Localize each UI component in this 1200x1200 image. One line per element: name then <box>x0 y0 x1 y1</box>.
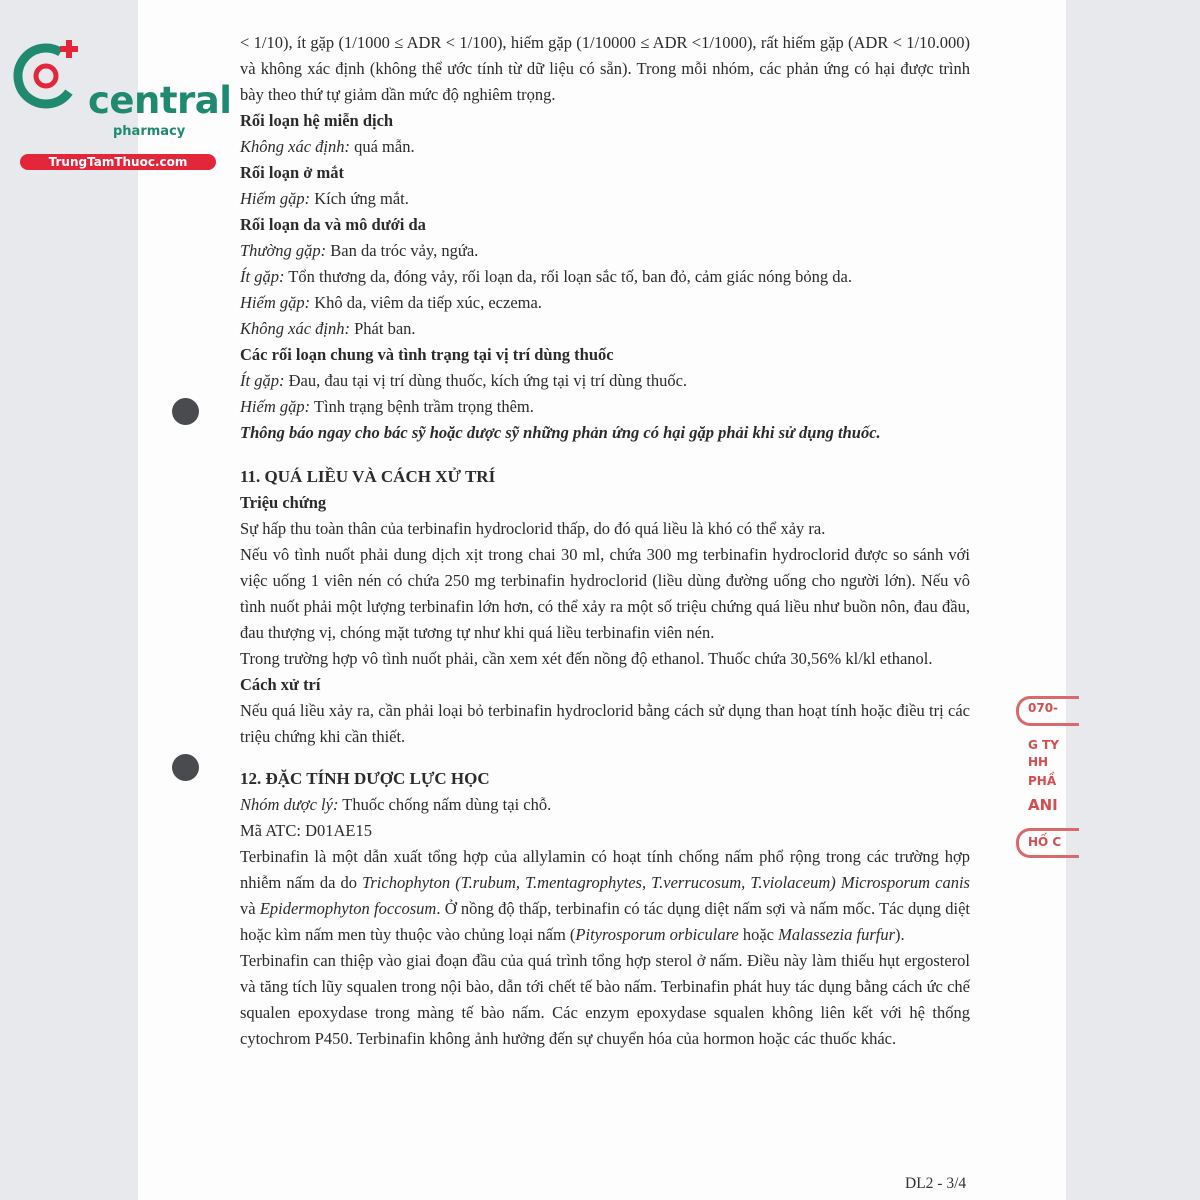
section-11-heading: 11. QUÁ LIỀU VÀ CÁCH XỬ TRÍ <box>240 467 496 486</box>
skin-item: Không xác định: Phát ban. <box>240 319 416 338</box>
page-number: DL2 - 3/4 <box>905 1175 967 1192</box>
general-item: Hiếm gặp: Tình trạng bệnh trầm trọng thêm. <box>240 397 534 416</box>
eye-heading: Rối loạn ở mắt <box>240 163 345 182</box>
overdose-paragraph: Sự hấp thu toàn thân của terbinafin hydroclorid thấp, do đó quá liều là khó có thể xảy ra. <box>240 519 826 538</box>
pharmacodynamics-paragraph: Terbinafin là một dẫn xuất tổng hợp của allylamin có hoạt tính chống nấm phổ rộng trong các trường hợp nhiễm nấm da do Trichophyton (T.rubum, T.mentagrophytes, T.verrucosum, T.violaceum) Microsporum canis và Epidermophyton foccosum. Ở nồng độ thấp, terbinafin có tác dụng diệt nấm sợi và nấm mốc. Tác dụng diệt hoặc kìm nấm men tùy thuộc vào chủng loại nấm (Pityrosporum orbiculare hoặc Malassezia furfur). <box>240 847 970 944</box>
central-pharmacy-logo[interactable] <box>8 36 232 169</box>
punch-hole-top <box>172 398 199 425</box>
overdose-paragraph: Trong trường hợp vô tình nuốt phải, cần xem xét đến nồng độ ethanol. Thuốc chứa 30,56% kl/kl ethanol. <box>240 649 933 668</box>
adr-notice: Thông báo ngay cho bác sỹ hoặc dược sỹ những phản ứng có hại gặp phải khi sử dụng thuốc. <box>240 423 881 442</box>
skin-heading: Rối loạn da và mô dưới da <box>240 215 426 234</box>
general-item: Ít gặp: Đau, đau tại vị trí dùng thuốc, kích ứng tại vị trí dùng thuốc. <box>240 371 688 390</box>
symptoms-subheading: Triệu chứng <box>240 493 327 512</box>
management-paragraph: Nếu quá liều xảy ra, cần phải loại bỏ terbinafin hydroclorid bằng cách sử dụng than hoạt tính hoặc điều trị các triệu chứng khi cần thiết. <box>240 701 970 746</box>
immune-item: Không xác định: quá mẫn. <box>240 137 415 156</box>
brand-name: central <box>88 79 232 122</box>
intro-paragraph: < 1/10), ít gặp (1/1000 ≤ ADR < 1/100), hiếm gặp (1/10000 ≤ ADR <1/1000), rất hiếm gặp (ADR < 1/10.000) và không xác định (không thể ước tính từ dữ liệu có sẵn). Trong mỗi nhóm, các phản ứng có hại được trình bày theo thứ tự giảm dần mức độ nghiêm trọng. <box>240 33 970 104</box>
immune-heading: Rối loạn hệ miễn dịch <box>240 111 394 130</box>
atc-code: Mã ATC: D01AE15 <box>240 821 372 840</box>
general-heading: Các rối loạn chung và tình trạng tại vị trí dùng thuốc <box>240 345 614 364</box>
overdose-paragraph: Nếu vô tình nuốt phải dung dịch xịt trong chai 30 ml, chứa 300 mg terbinafin hydroclorid được so sánh với việc uống 1 viên nén có chứa 250 mg terbinafin hydroclorid (liều dùng đường uống cho người lớn). Nếu vô tình nuốt phải một lượng terbinafin lớn hơn, có thể xảy ra một số triệu chứng quá liều như buồn nôn, đau đầu, đau thượng vị, chóng mặt tương tự như khi quá liều terbinafin viên nén. <box>240 545 970 642</box>
mechanism-paragraph: Terbinafin can thiệp vào giai đoạn đầu của quá trình tổng hợp sterol ở nấm. Điều này làm thiếu hụt ergosterol và tăng tích lũy squalen trong nội bào, dẫn tới chết tế bào nấm. Terbinafin phát huy tác dụng bằng cách ức chế squalen epoxydase trong màng tế bào nấm. Các enzym epoxydase squalen không liên kết với hệ thống cytochrom P450. Terbinafin không ảnh hưởng đến sự chuyển hóa của hormon hoặc các thuốc khác. <box>240 951 970 1048</box>
brand-sub: pharmacy <box>113 124 186 139</box>
skin-item: Thường gặp: Ban da tróc vảy, ngứa. <box>240 241 479 260</box>
brand-url[interactable]: TrungTamThuoc.com <box>20 154 216 170</box>
skin-item: Ít gặp: Tổn thương da, đóng vảy, rối loạn da, rối loạn sắc tố, ban đỏ, cảm giác nóng bỏng da. <box>240 267 852 286</box>
section-12-heading: 12. ĐẶC TÍNH DƯỢC LỰC HỌC <box>240 769 490 788</box>
punch-hole-bottom <box>172 754 199 781</box>
eye-item: Hiếm gặp: Kích ứng mắt. <box>240 189 409 208</box>
logo-mark-icon <box>8 36 88 116</box>
red-stamp: 070- G TY HH PHẦ ANI HỐ C <box>1016 688 1076 868</box>
document-body <box>240 30 970 1052</box>
skin-item: Hiếm gặp: Khô da, viêm da tiếp xúc, eczema. <box>240 293 542 312</box>
pharmacologic-group: Nhóm dược lý: Thuốc chống nấm dùng tại chỗ. <box>240 795 552 814</box>
management-subheading: Cách xử trí <box>240 675 321 694</box>
